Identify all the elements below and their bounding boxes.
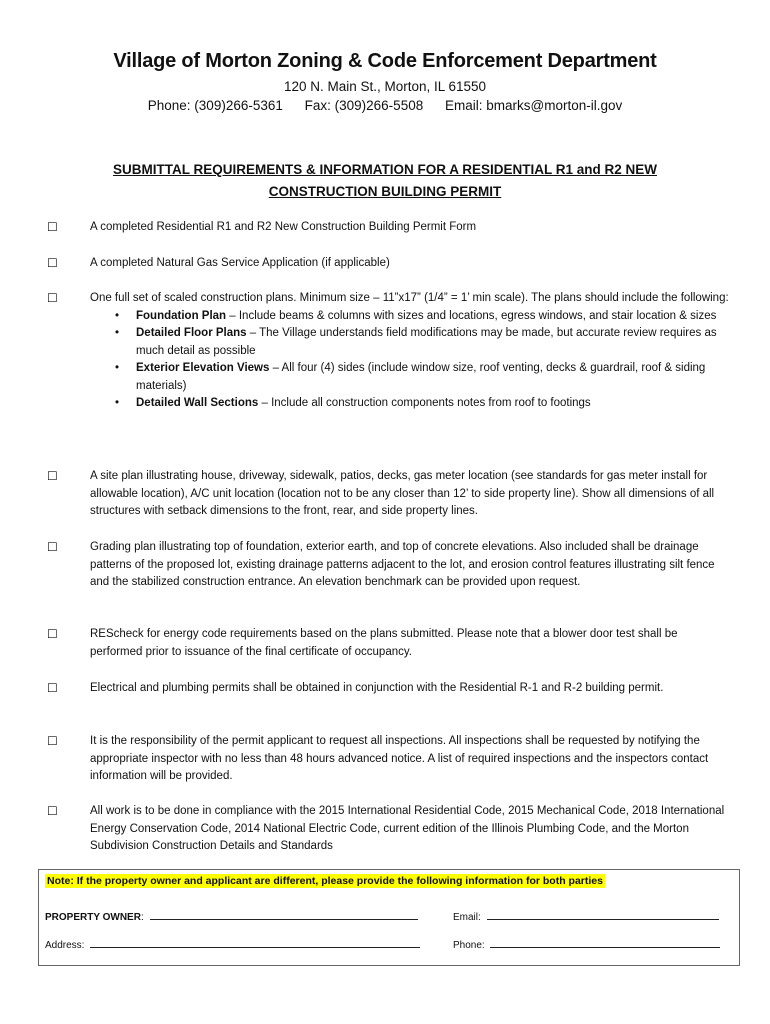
checkbox-icon[interactable]: ☐ (47, 804, 58, 818)
checklist-item-text: A site plan illustrating house, driveway, sidewalk, patios, decks, gas meter location (see standards for gas meter install for allowable location), A/C unit location (location not to be any closer than 12’ to side property line). Show all dimensions of all structures with setback dimensions to the front, rear, and side property lines. (90, 470, 715, 517)
email-field (453, 909, 719, 923)
fax-number: Fax: (309)266-5508 (304, 98, 424, 113)
owner-info-box (38, 869, 740, 966)
checklist-item-text: It is the responsibility of the permit applicant to request all inspections. All inspections shall be requested by notifying the appropriate inspector with no less than 48 hours advanced notice. A list of required inspections and the inspectors contact information will be provided. (90, 735, 709, 782)
checkbox-icon[interactable]: ☐ (47, 469, 58, 483)
phone-number: Phone: (309)266-5361 (147, 98, 283, 113)
checklist-item-text: A completed Residential R1 and R2 New Construction Building Permit Form (90, 221, 477, 233)
phone-field (453, 937, 720, 951)
list-item-wall-sections: • Detailed Wall Sections – Include all construction components notes from roof to footings (90, 395, 730, 413)
section-heading-line-1: SUBMITTAL REQUIREMENTS & INFORMATION FOR A RESIDENTIAL R1 and R2 NEW (112, 162, 657, 177)
address-input-line[interactable] (90, 937, 420, 948)
page-title: Village of Morton Zoning & Code Enforcement Department (113, 50, 657, 72)
email-address: Email: bmarks@morton-il.gov (444, 98, 623, 113)
checkbox-icon[interactable]: ☐ (47, 256, 58, 270)
section-heading (60, 159, 710, 203)
highlighted-note-text: Note: If the property owner and applicant are different, please provide the following information for both parties (47, 875, 603, 887)
phone-label: Phone: (453, 940, 485, 951)
owner-info-note (39, 870, 739, 892)
email-input-line[interactable] (487, 909, 719, 920)
department-address: 120 N. Main St., Morton, IL 61550 (283, 79, 487, 94)
checkbox-icon[interactable]: ☐ (47, 291, 58, 305)
plan-requirements-list (90, 308, 730, 413)
list-item-floor-plans: • Detailed Floor Plans – The Village understands field modifications may be made, but accurate review requires as much detail as possible (90, 325, 730, 360)
property-owner-input-line[interactable] (150, 909, 418, 920)
list-item-elevation-views: • Exterior Elevation Views – All four (4) sides (include window size, roof venting, decks & guardrail, roof & siding materials) (90, 360, 730, 395)
checklist-item-text: One full set of scaled construction plans. Minimum size – 11”x17” (1/4” = 1’ min scale). The plans should include the following: (90, 292, 729, 304)
checklist-item-text: All work is to be done in compliance with the 2015 International Residential Code, 2015 Mechanical Code, 2018 International Energy Conservation Code, 2014 National Electric Code, current edition of the Illinois Plumbing Code, and the Morton Subdivision Construction Details and Standards (90, 805, 725, 852)
checklist-item-text: REScheck for energy code requirements based on the plans submitted. Please note that a blower door test shall be performed prior to issuance of the final certificate of occupancy. (90, 628, 678, 658)
list-item-foundation-plan: • Foundation Plan – Include beams & columns with sizes and locations, egress windows, and stair location & sizes (90, 308, 730, 326)
checklist-item-text: Grading plan illustrating top of foundation, exterior earth, and top of concrete elevations. Also included shall be drainage patterns of the proposed lot, existing drainage patterns adjacent to the lot, and erosion control features illustrating silt fence and the stabilized construction entrance. An elevation benchmark can be provided upon request. (90, 541, 715, 588)
property-owner-field: PROPERTY OWNER: (45, 909, 418, 923)
checkbox-icon[interactable]: ☐ (47, 220, 58, 234)
checkbox-icon[interactable]: ☐ (47, 734, 58, 748)
property-owner-label: PROPERTY OWNER (45, 912, 141, 923)
phone-input-line[interactable] (490, 937, 720, 948)
contact-line (0, 98, 770, 113)
checklist-item-text: Electrical and plumbing permits shall be obtained in conjunction with the Residential R-1 and R-2 building permit. (90, 682, 664, 694)
section-heading-line-2: CONSTRUCTION BUILDING PERMIT (268, 184, 502, 199)
address-field (45, 937, 420, 951)
checkbox-icon[interactable]: ☐ (47, 627, 58, 641)
checklist-item-text: A completed Natural Gas Service Application (if applicable) (90, 257, 390, 269)
checklist-item-text-block (90, 290, 730, 413)
email-label: Email: (453, 912, 481, 923)
checkbox-icon[interactable]: ☐ (47, 540, 58, 554)
checkbox-icon[interactable]: ☐ (47, 681, 58, 695)
address-label: Address: (45, 940, 85, 951)
